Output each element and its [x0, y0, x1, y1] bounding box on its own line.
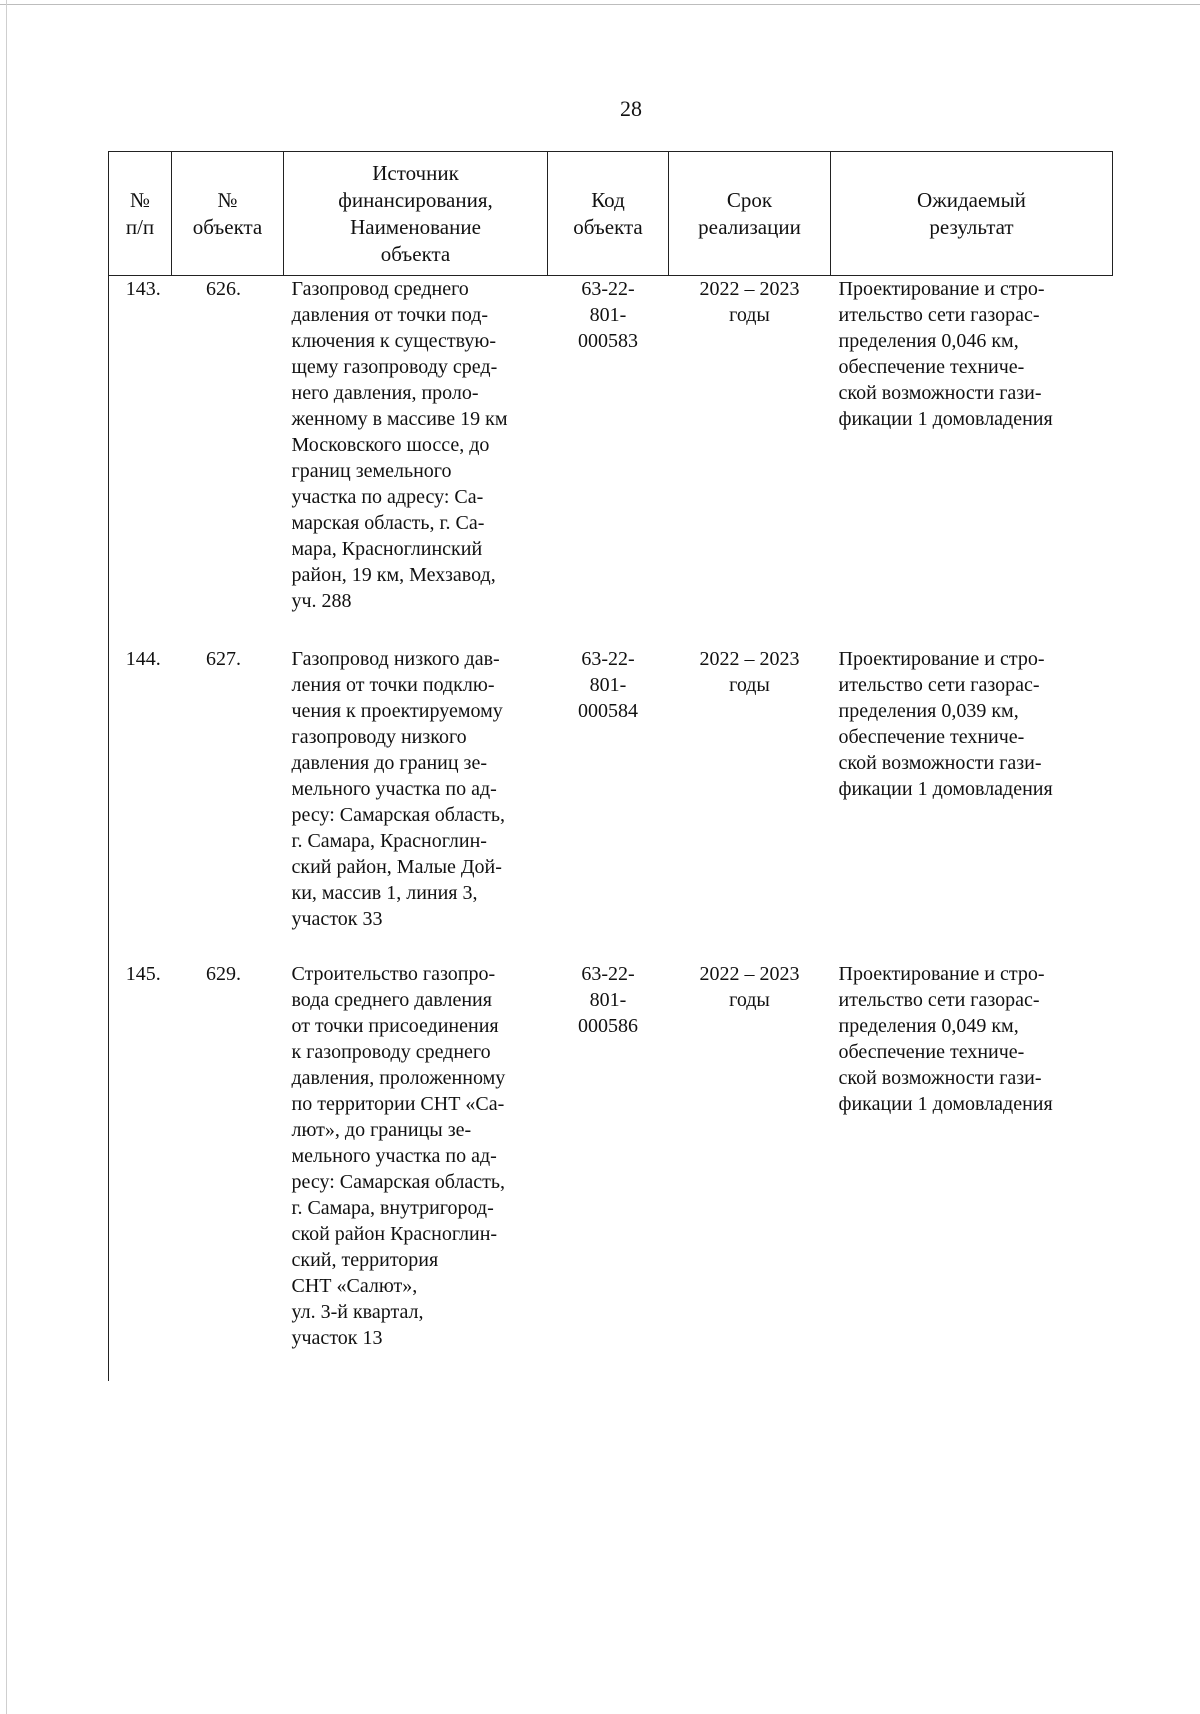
object-number: 629. — [206, 963, 241, 985]
object-code: 63-22- 801- 000586 — [578, 963, 638, 1037]
object-number: 626. — [206, 278, 241, 300]
header-source-name: Источник финансирования, Наименование объекта — [284, 152, 548, 276]
object-name: Строительство газопро- вода среднего давления от точки присоединения к газопроводу среднего давления, проложенному по территории СНТ «Са- лют», до границы зе- мельного участка по ад- ресу: Самарская область, г. Самара, внутригород- ской район Красноглин- ский, территория СНТ «Салют», ул. 3-й квартал, участок 13 — [291, 963, 506, 1349]
header-expected-result: Ожидаемый результат — [831, 152, 1113, 276]
table-row — [109, 646, 1113, 961]
implementation-term: 2022 – 2023 годы — [699, 648, 800, 696]
header-object-code: Код объекта — [548, 152, 669, 276]
implementation-term: 2022 – 2023 годы — [699, 278, 800, 326]
expected-result: Проектирование и стро- ительство сети газорас- пределения 0,049 км, обеспечение техниче- ской возможности гази- фикации 1 домовладения — [838, 963, 1053, 1115]
table-header-row — [109, 152, 1113, 276]
row-number: 144. — [109, 646, 172, 961]
expected-result: Проектирование и стро- ительство сети газорас- пределения 0,039 км, обеспечение техниче- ской возможности гази- фикации 1 домовладения — [838, 648, 1053, 800]
object-code: 63-22- 801- 000584 — [578, 648, 638, 722]
table-row — [109, 961, 1113, 1381]
row-number: 143. — [109, 276, 172, 647]
implementation-term: 2022 – 2023 годы — [699, 963, 800, 1011]
table-row — [109, 276, 1113, 647]
page-number: 28 — [620, 96, 642, 121]
header-term: Срок реализации — [669, 152, 831, 276]
objects-table — [108, 151, 1113, 1381]
scan-edge-left — [6, 0, 7, 1714]
scan-edge-top — [0, 4, 1200, 5]
object-name: Газопровод среднего давления от точки под- ключения к существую- щему газопроводу сред- него давления, проло- женному в массиве 19 км Московского шоссе, до границ земельного участка по адресу: Са- марская область, г. Са- мара, Красноглинский район, 19 км, Мехзавод, уч. 288 — [291, 278, 508, 612]
header-object-number: № объекта — [172, 152, 284, 276]
expected-result: Проектирование и стро- ительство сети газорас- пределения 0,046 км, обеспечение техниче- ской возможности гази- фикации 1 домовладения — [838, 278, 1053, 430]
object-name: Газопровод низкого дав- ления от точки подклю- чения к проектируемому газопроводу низкого давления до границ зе- мельного участка по ад- ресу: Самарская область, г. Самара, Красноглин- ский район, Малые Дой- ки, массив 1, линия 3, участок 33 — [291, 648, 506, 930]
object-number: 627. — [206, 648, 241, 670]
row-number: 145. — [109, 961, 172, 1381]
header-row-number: № п/п — [109, 152, 172, 276]
object-code: 63-22- 801- 000583 — [578, 278, 638, 352]
